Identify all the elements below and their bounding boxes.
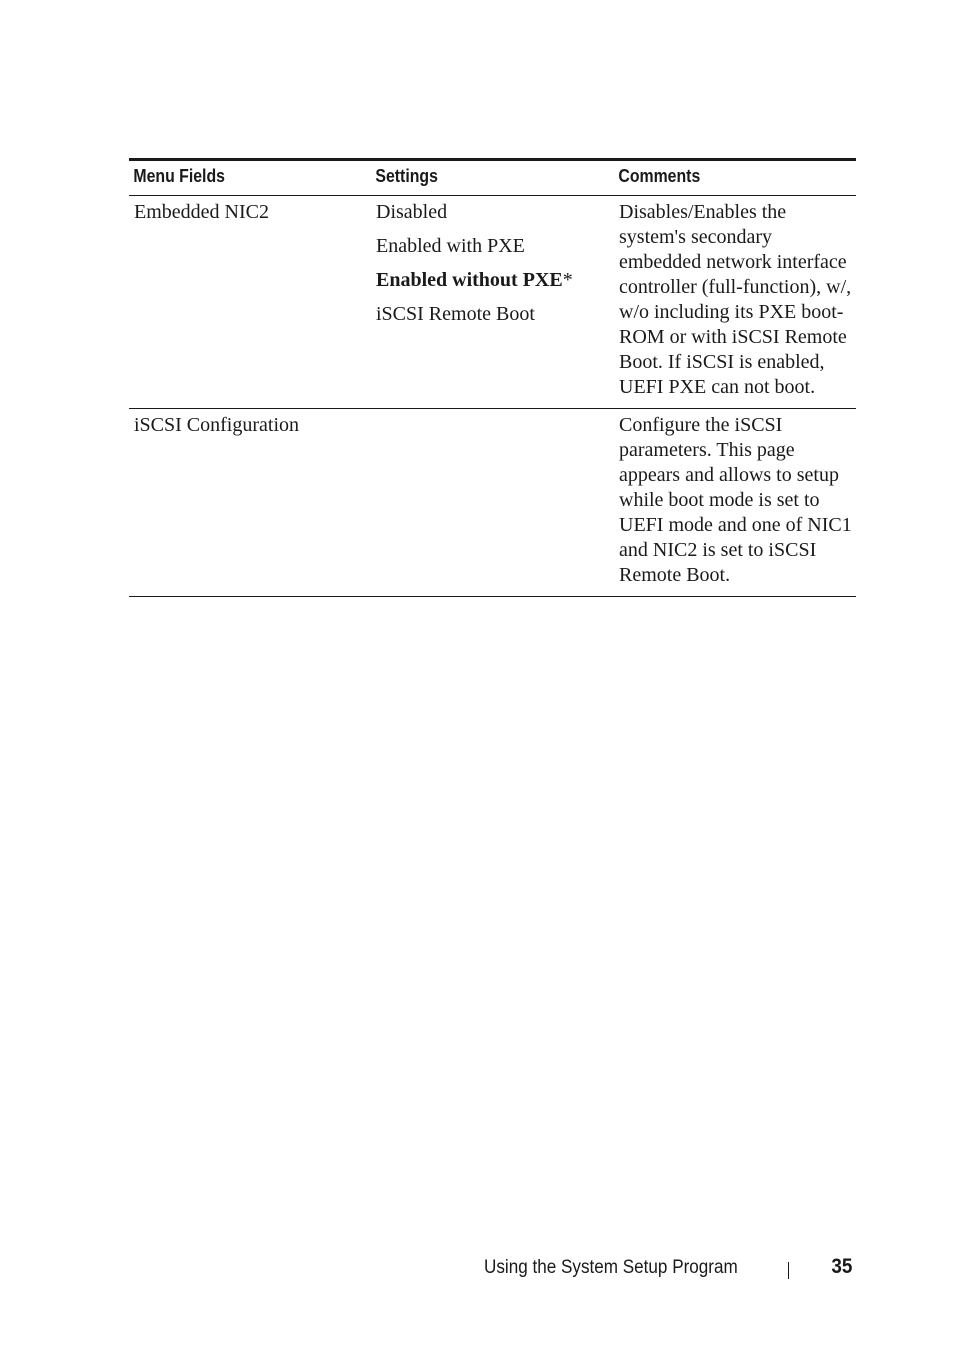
menu-field-cell: iSCSI Configuration: [134, 414, 300, 436]
header-comments: Comments: [618, 166, 701, 186]
header-settings: Settings: [375, 166, 438, 186]
setting-option-label: Enabled without PXE: [376, 269, 563, 291]
setting-option-default: [376, 268, 610, 293]
page-footer: [484, 1254, 856, 1282]
setting-option: Disabled: [376, 201, 448, 223]
comment-cell: Disables/Enables the system's secondary embedded network interface controller (full-function), w/, w/o including its PXE boot-ROM or with iSCSI Remote Boot. If iSCSI is enabled, UEFI PXE can not boot.: [619, 201, 852, 398]
table-row: [129, 196, 856, 409]
settings-table: [129, 158, 856, 597]
page-number: 35: [830, 1255, 852, 1278]
menu-field-cell: Embedded NIC2: [134, 201, 269, 223]
footer-separator: [788, 1262, 789, 1279]
default-marker: *: [562, 269, 573, 291]
comment-cell: Configure the iSCSI parameters. This page appears and allows to setup while boot mode is set to UEFI mode and one of NIC1 and NIC2 is set to iSCSI Remote Boot.: [619, 414, 852, 586]
table-row: [129, 409, 856, 597]
table-header-row: [129, 160, 856, 196]
settings-cell: [371, 196, 614, 409]
settings-cell: [371, 409, 614, 597]
header-menu-fields: Menu Fields: [133, 166, 225, 186]
footer-title: Using the System Setup Program: [484, 1257, 738, 1278]
setting-option: iSCSI Remote Boot: [376, 303, 535, 325]
setting-option: Enabled with PXE: [376, 235, 525, 257]
settings-table-container: [129, 158, 856, 597]
